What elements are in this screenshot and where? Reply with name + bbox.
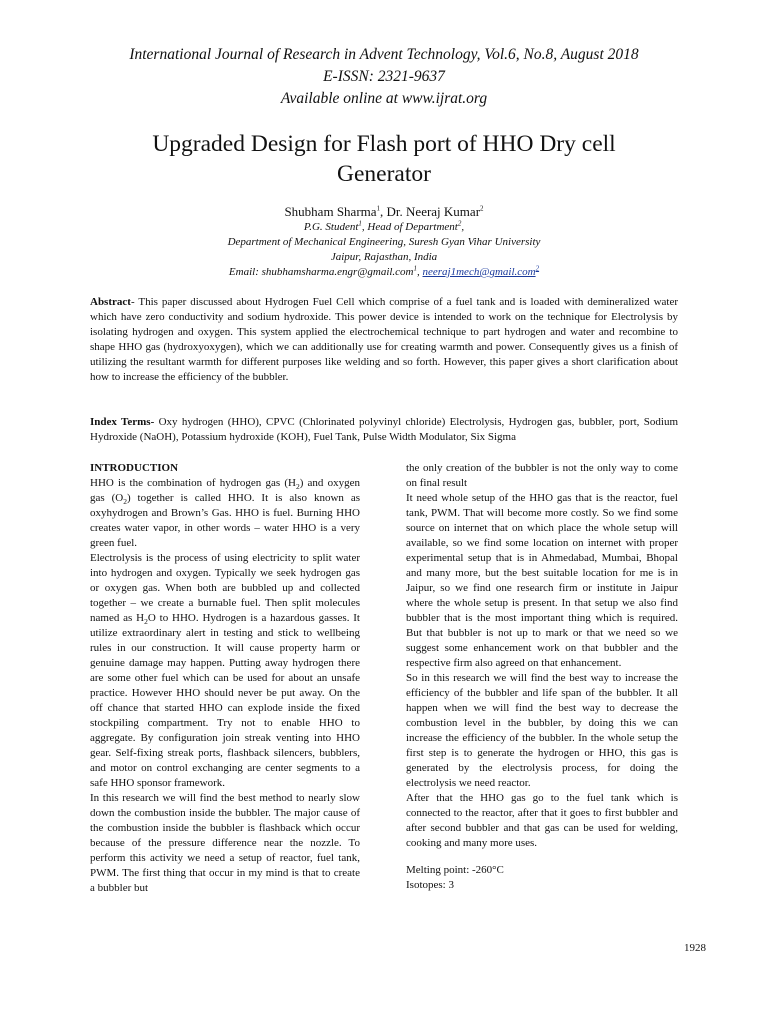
paragraph	[90, 476, 360, 551]
paragraph-text: O to HHO. Hydrogen is a hazardous gasses. It utilize extraordinary alert in testing and stick to wellbeing rules in our construction. It will cause property harm or genuine damage may happen. Putting away hydrogen there are some other fuel which can be used for about an unsafe practice. However HHO should never be put away. On the off chance that started HHO can explode inside the fixed stockpiling compartment. Try not to enable HHO to aggregate. By configuration join streak venting into HHO gear. Self-fixing streak ports, flashback silencers, bubblers, and motor on control exchanging are center segments to a safe HHO sponsor framework.	[90, 612, 360, 789]
role-separator: ,	[461, 221, 465, 233]
email-line	[0, 265, 768, 280]
role-separator: ,	[361, 221, 368, 233]
email-address: Email: shubhamsharma.engr@gmail.com	[228, 266, 414, 278]
paragraph: So in this research we will find the best way to increase the efficiency of the bubbler and life span of the bubbler. It all happen when we will find the best way to decrease the combustion level in the bubbler, by doing this we can increase the efficiency of the bubbler. In the whole setup the first step is to generate the hydrogen or HHO, this gas is generated by the electrolysis process, for doing the electrolysis we need reactor.	[406, 672, 678, 789]
abstract-text: - This paper discussed about Hydrogen Fuel Cell which comprise of a fuel tank and is loaded with demineralized water which have zero conductivity and sodium hydroxide. This power device is intended to work on the technique for Electrolysis by isolating hydrogen and oxygen. This system applied the electrochemical technique to part hydrogen and water and recombine to shape HHO gas (hydroxyoxygen), which we can additionally use for creating warmth and power. Consequently gives us a finish of utilizing the resultant warmth for different purposes like welding and so forth. However, this paper gives a short clarification about how to increase the efficiency of the bubbler.	[90, 296, 678, 383]
email-mark: 1	[413, 264, 418, 273]
department: Department of Mechanical Engineering, Suresh Gyan Vihar University	[227, 236, 541, 248]
author-affiliation-mark: 2	[480, 204, 484, 213]
right-column	[406, 461, 678, 893]
isotopes: Isotopes: 3	[406, 879, 454, 891]
location: Jaipur, Rajasthan, India	[330, 251, 438, 263]
paragraph-text: Electrolysis is the process of using electricity to split water into hydrogen and oxygen. Typically we seek hydrogen gas or oxygen gas. When both are bubbled up and collected together – we create a burnable fuel. Then split molecules named as H	[90, 552, 360, 624]
author-separator: ,	[380, 204, 387, 219]
role-text: Head of Department	[367, 221, 458, 233]
paragraph: the only creation of the bubbler is not the only way to come on final result	[406, 462, 678, 489]
paragraph-text: HHO is the combination of hydrogen gas (H	[90, 477, 296, 489]
journal-issn: E-ISSN: 2321-9637	[323, 68, 445, 85]
paragraph-text: ) and oxygen gas (O	[90, 477, 361, 504]
journal-header	[0, 44, 768, 110]
paper-title	[90, 129, 678, 189]
journal-website: Available online at www.ijrat.org	[280, 90, 488, 107]
melting-point: Melting point: -260°C	[406, 864, 504, 876]
author-name: Dr. Neeraj Kumar	[386, 204, 481, 219]
journal-citation: International Journal of Research in Advent Technology, Vol.6, No.8, August 2018	[129, 46, 639, 63]
section-heading: INTRODUCTION	[90, 462, 179, 474]
paper-title-line-1: Upgraded Design for Flash port of HHO Dry cell	[152, 131, 616, 157]
subscript: 2	[144, 617, 148, 627]
spacer	[406, 851, 678, 863]
author-roles	[0, 220, 768, 235]
index-terms-text: Oxy hydrogen (HHO), CPVC (Chlorinated polyvinyl chloride) Electrolysis, Hydrogen gas, bubbler, port, Sodium Hydroxide (NaOH), Potassium hydroxide (KOH), Fuel Tank, Pulse Width Modulator, Six Sigma	[90, 416, 679, 443]
paragraph	[90, 551, 360, 791]
index-terms-label: Index Terms-	[90, 416, 155, 428]
author-list	[0, 204, 768, 219]
paper-title-line-2: Generator	[337, 161, 431, 187]
paragraph-text: ) together is called HHO. It is also known as oxyhydrogen and Brown’s Gas. HHO is fuel. Burning HHO creates water vapor, in other words – water HHO is a very green fuel.	[90, 492, 360, 549]
email-separator: ,	[417, 266, 423, 278]
author-name: Shubham Sharma	[284, 204, 377, 219]
role-text: P.G. Student	[303, 221, 359, 233]
subscript: 2	[123, 497, 127, 507]
email-mark: 2	[535, 264, 540, 273]
abstract	[90, 295, 678, 385]
email-link[interactable]: neeraj1mech@gmail.com	[422, 266, 536, 278]
role-mark: 2	[457, 219, 462, 228]
page-number: 1928	[684, 942, 706, 954]
paragraph: After that the HHO gas go to the fuel tank which is connected to the reactor, after that it goes to first bubbler and after second bubbler and that gas can be used for welding, cooking and many more uses.	[406, 792, 678, 849]
index-terms	[90, 415, 678, 445]
author-affiliation-mark: 1	[376, 204, 381, 213]
paragraph: In this research we will find the best method to nearly slow down the combustion inside the bubbler. The major cause of the combustion inside the bubbler is flashback which occur because of the pressure difference near the nozzle. To perform this activity we need a setup of reactor, fuel tank, PWM. The first thing that occur in my mind is that to create a bubbler but	[90, 792, 360, 894]
paragraph: It need whole setup of the HHO gas that is the reactor, fuel tank, PWM. That will become more costly. So we find some source on internet that on which place the whole setup will available, so we find some location on internet with proper experimental setup that is in Ahmedabad, Mumbai, Bhopal and many more, but the best suitable location for me is in Jaipur, so we find one research firm or institute in Jaipur where the whole setup is present. In that setup we also find bubbler that is the most important thing which is required. But that bubbler is not up to mark or that we need so we suggest some enhancement work on that bubbler and the respective firm also agreed on that enhancement.	[406, 492, 678, 669]
subscript: 2	[295, 482, 300, 492]
author-affiliations	[0, 220, 768, 280]
left-column	[90, 461, 360, 896]
abstract-label: Abstract	[90, 296, 131, 308]
role-mark: 1	[358, 219, 362, 228]
